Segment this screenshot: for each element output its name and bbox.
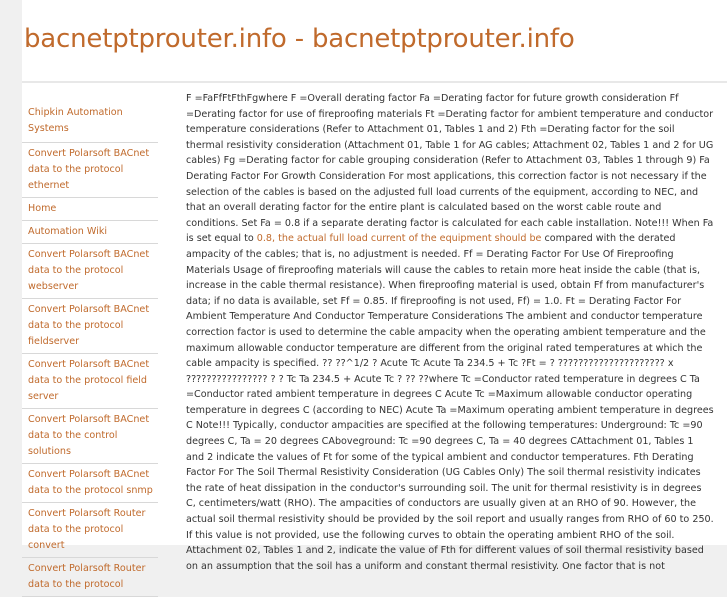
sidebar-item-home[interactable]: Home xyxy=(22,198,158,221)
article-text-before: F =FaFfFtFthFgwhere F =Overall derating factor Fa =Derating factor for future growth consideration Ff =Derating factor for use of fireproofing materials Ft =Derating factor for ambient temperature and conductor temperature considerations (Refer to Attachment 01, Tables 1 and 2) Fth =Derating factor for the soil thermal resistivity consideration (Attachment 01, Table 1 for AG cables; Attachment 02, Tables 1 and 2 for UG cables) Fg =Derating factor for cable grouping consideration (Refer to Attachment 03, Tables 1 through 9) Fa Derating Factor For Growth Consideration For most applications, this correction factor is not necessary if the selection of the cables is based on the adjusted full load currents of the equipment, according to NEC, and that an overall derating factor for the entire plant is calculated based on the worst cable route and conditions. Set Fa = 0.8 if a separate derating factor is calculated for each cable installation. Note!!! When Fa is set equal to xyxy=(186,93,714,245)
sidebar-nav xyxy=(22,100,158,597)
sidebar-item-router-protocol[interactable]: Convert Polarsoft Router data to the protocol xyxy=(22,558,158,597)
sidebar-item-webserver[interactable]: Convert Polarsoft BACnet data to the protocol webserver xyxy=(22,244,158,299)
header xyxy=(22,0,727,83)
sidebar-item-field-server[interactable]: Convert Polarsoft BACnet data to the protocol field server xyxy=(22,354,158,409)
sidebar-item-automation-wiki[interactable]: Automation Wiki xyxy=(22,221,158,244)
sidebar-item-router-convert[interactable]: Convert Polarsoft Router data to the protocol convert xyxy=(22,503,158,558)
sidebar-item-snmp[interactable]: Convert Polarsoft BACnet data to the protocol snmp xyxy=(22,464,158,503)
page xyxy=(22,0,727,590)
sidebar-item-control-solutions[interactable]: Convert Polarsoft BACnet data to the control solutions xyxy=(22,409,158,464)
article-text-after: compared with the derated ampacity of the cables; that is, no adjustment is needed. Ff = Derating Factor For Use Of Fireproofing Materials Usage of fireproofing materials will cause the cables to retain more heat inside the cable (that is, increase in the cable thermal resistance). When fireproofing material is used, obtain Ff from manufacturer's data; if no data is available, set Ff = 0.85. If fireproofing is not used, Ff) = 1.0. Ft = Derating Factor For Ambient Temperature And Conductor Temperature Considerations The ambient and conductor temperature correction factor is used to determine the cable ampacity when the operating ambient temperature and the maximum allowable conductor temperature are different from the original rated temperatures at which the cable ampacity is specified. ?? ??^1/2 ? Acute Tc Acute Ta 234.5 + Tc ?Ft = ? ????????????????????? x ???????????????? ? ? Tc Ta 234.5 + Acute Tc ? ?? ??where Tc =Conductor rated temperature in degrees C Ta =Conductor rated ambient temperature in degrees C Acute Tc =Maximum allowable conductor operating temperature in degrees C (according to NEC) Acute Ta =Maximum operating ambient temperature in degrees C Note!!! Typically, conductor ampacities are specified at the following temperatures: Underground: Tc =90 degrees C, Ta = 20 degrees CAboveground: Tc =90 degrees C, Ta = 40 degrees CAttachment 01, Tables 1 and 2 indicate the values of Ft for some of the typical ambient and conductor temperatures. Fth Derating Factor For The Soil Thermal Resistivity Consideration (UG Cables Only) The soil thermal resistivity indicates the rate of heat dissipation in the conductor's surrounding soil. The unit for thermal resistivity is in degrees C, centimeters/watt (RHO). The ampacities of conductors are usually given at an RHO of 90. However, the actual soil thermal resistivity should be provided by the soil report and usually ranges from RHO of 60 to 250. If this value is not provided, use the following curves to obtain the operating ambient RHO of the soil. Attachment 02, Tables 1 and 2, indicate the value of Fth for different values of soil thermal resistivity based on an assumption that the soil has a uniform and constant thermal resistivity. One factor that is not xyxy=(186,233,714,572)
site-title[interactable]: bacnetptprouter.info - bacnetptprouter.info xyxy=(24,24,575,54)
article-inline-link[interactable]: 0.8, the actual full load current of the equipment should be xyxy=(256,233,542,245)
sidebar-item-ethernet[interactable]: Convert Polarsoft BACnet data to the protocol ethernet xyxy=(22,143,158,198)
sidebar-item-fieldserver[interactable]: Convert Polarsoft BACnet data to the protocol fieldserver xyxy=(22,299,158,354)
article-body xyxy=(186,91,714,574)
sidebar-item-chipkin[interactable]: Chipkin Automation Systems xyxy=(22,100,158,143)
